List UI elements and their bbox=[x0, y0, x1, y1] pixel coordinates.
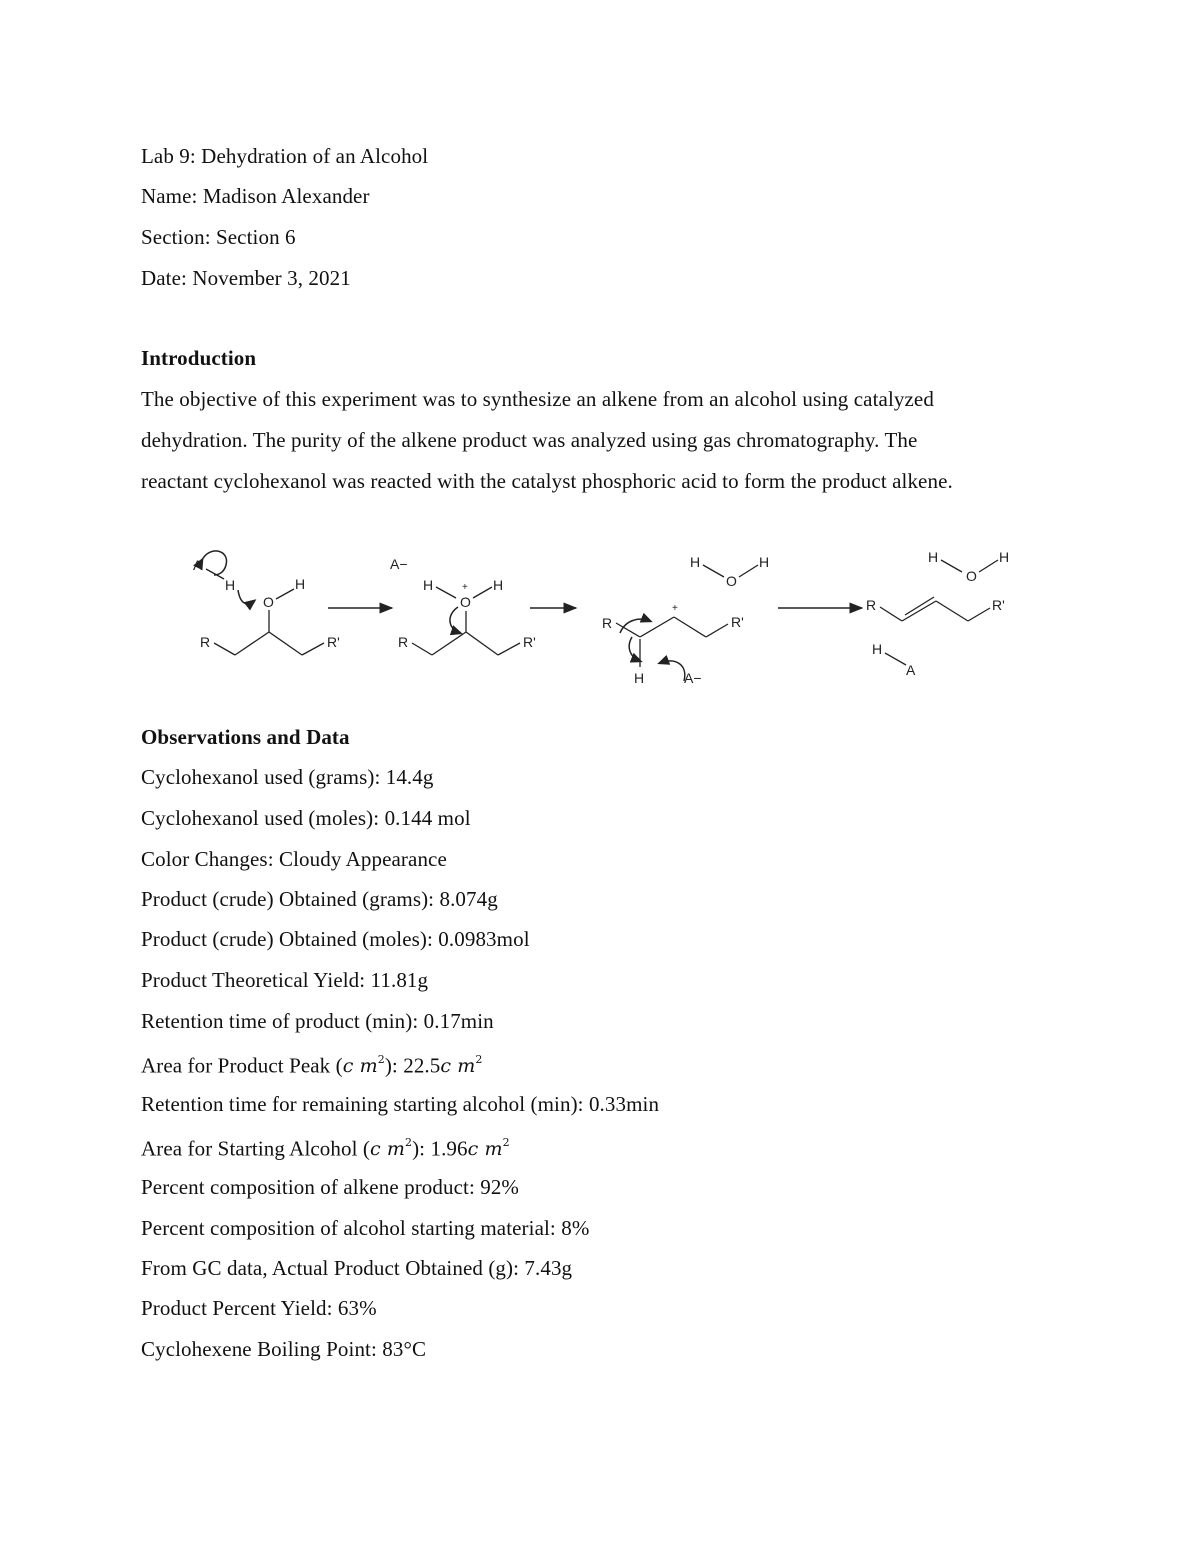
area-alcohol-value: ): 1.96 bbox=[412, 1136, 468, 1161]
atom-h: H bbox=[423, 577, 434, 593]
atom-r-prime: R' bbox=[731, 614, 744, 630]
structure-carbocation bbox=[602, 554, 769, 686]
atom-h: H bbox=[493, 577, 504, 593]
data-line: From GC data, Actual Product Obtained (g): 7.43g bbox=[141, 1256, 573, 1280]
data-line: Cyclohexanol used (moles): 0.144 mol bbox=[141, 806, 471, 830]
area-alcohol-line bbox=[141, 1131, 510, 1163]
atom-a-minus: A− bbox=[390, 556, 408, 572]
atom-r: R bbox=[602, 615, 613, 631]
atom-h: H bbox=[928, 549, 939, 565]
intro-line-3: reactant cyclohexanol was reacted with the catalyst phosphoric acid to form the product alkene. bbox=[141, 469, 953, 493]
data-line: Product (crude) Obtained (grams): 8.074g bbox=[141, 887, 498, 911]
student-name: Name: Madison Alexander bbox=[141, 184, 370, 208]
area-unit: c $m^2$ bbox=[369, 1136, 413, 1161]
atom-a: A bbox=[906, 662, 916, 678]
atom-a-minus: A− bbox=[684, 670, 702, 686]
date-line: Date: November 3, 2021 bbox=[141, 266, 351, 290]
intro-line-2: dehydration. The purity of the alkene product was analyzed using gas chromatography. The bbox=[141, 428, 918, 452]
atom-h: H bbox=[225, 577, 236, 593]
area-unit: c $m^2$ bbox=[440, 1053, 483, 1078]
area-unit: c $m^2$ bbox=[342, 1053, 385, 1078]
lab-title: Lab 9: Dehydration of an Alcohol bbox=[141, 144, 429, 168]
structure-alcohol bbox=[193, 551, 340, 655]
intro-line-1: The objective of this experiment was to synthesize an alkene from an alcohol using catalyzed bbox=[141, 387, 934, 411]
observations-heading: Observations and Data bbox=[141, 725, 350, 749]
atom-o: O bbox=[460, 594, 471, 610]
atom-o: O bbox=[263, 594, 274, 610]
data-line: Cyclohexene Boiling Point: 83°C bbox=[141, 1337, 427, 1361]
data-line: Product Theoretical Yield: 11.81g bbox=[141, 968, 429, 992]
structure-oxonium bbox=[390, 556, 536, 655]
data-line: Retention time of product (min): 0.17min bbox=[141, 1009, 494, 1033]
atom-r-prime: R' bbox=[523, 634, 536, 650]
section-line: Section: Section 6 bbox=[141, 225, 296, 249]
atom-r: R bbox=[866, 597, 877, 613]
atom-o: O bbox=[726, 573, 737, 589]
area-product-label: Area for Product Peak ( bbox=[141, 1053, 343, 1078]
structure-alkene bbox=[866, 549, 1009, 678]
atom-h: H bbox=[759, 554, 770, 570]
atom-r-prime: R' bbox=[992, 597, 1005, 613]
atom-r: R bbox=[200, 634, 211, 650]
area-product-value: ): 22.5 bbox=[384, 1053, 441, 1078]
area-product-line bbox=[141, 1048, 482, 1080]
atom-h: H bbox=[872, 641, 883, 657]
atom-h: H bbox=[999, 549, 1010, 565]
atom-o: O bbox=[966, 568, 977, 584]
data-line: Percent composition of alkene product: 92% bbox=[141, 1175, 520, 1199]
atom-a: A bbox=[193, 557, 203, 573]
data-line: Cyclohexanol used (grams): 14.4g bbox=[141, 765, 434, 789]
plus-charge: + bbox=[672, 603, 678, 614]
area-unit: c $m^2$ bbox=[467, 1136, 510, 1161]
atom-r: R bbox=[398, 634, 409, 650]
introduction-heading: Introduction bbox=[141, 346, 257, 370]
data-line: Percent composition of alcohol starting material: 8% bbox=[141, 1216, 590, 1240]
plus-charge: + bbox=[462, 582, 468, 593]
area-alcohol-label: Area for Starting Alcohol ( bbox=[141, 1136, 370, 1161]
data-line: Product (crude) Obtained (moles): 0.0983mol bbox=[141, 927, 530, 951]
atom-h: H bbox=[295, 576, 306, 592]
atom-h: H bbox=[634, 670, 645, 686]
atom-r-prime: R' bbox=[327, 634, 340, 650]
data-line: Retention time for remaining starting alcohol (min): 0.33min bbox=[141, 1092, 660, 1116]
data-line: Product Percent Yield: 63% bbox=[141, 1296, 377, 1320]
dehydration-mechanism-diagram bbox=[180, 535, 1040, 695]
data-line: Color Changes: Cloudy Appearance bbox=[141, 847, 447, 871]
atom-h: H bbox=[690, 554, 701, 570]
